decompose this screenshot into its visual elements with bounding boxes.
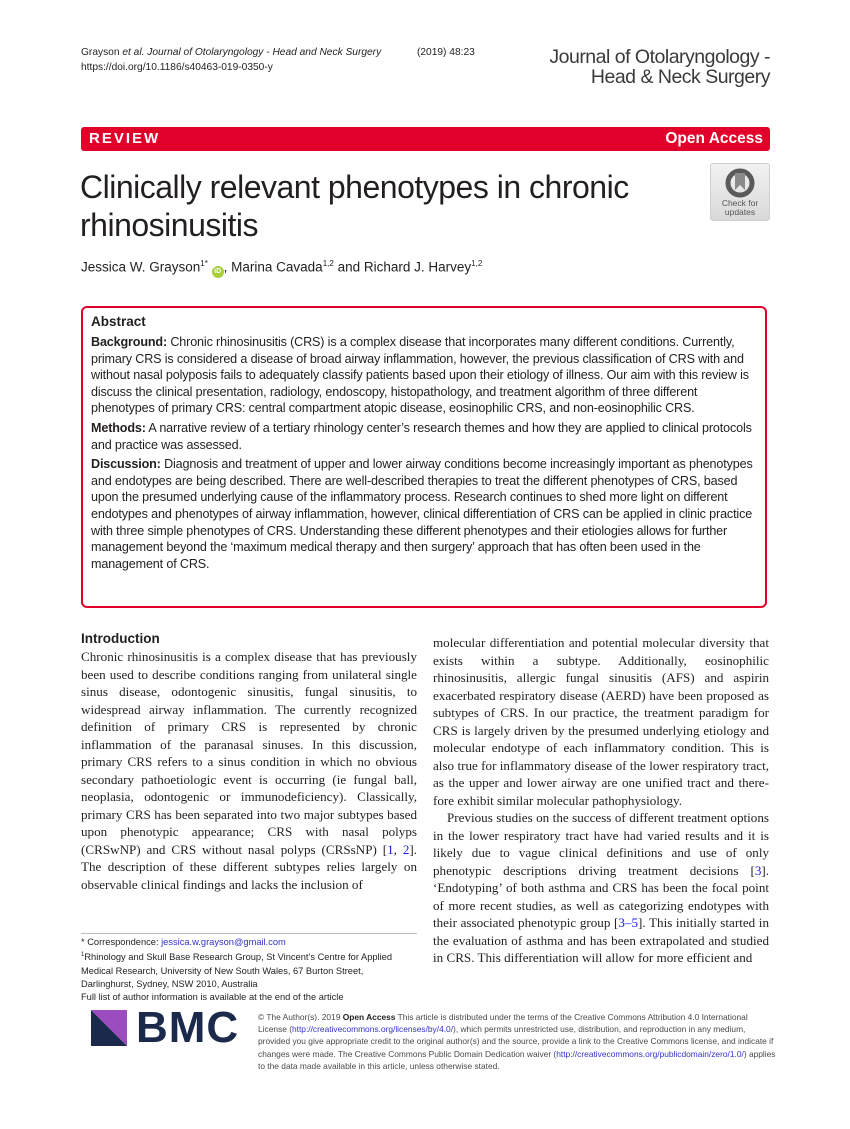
abstract-heading: Abstract	[91, 314, 146, 329]
affiliation-number: 1	[81, 952, 85, 959]
doi-link[interactable]: https://doi.org/10.1186/s40463-019-0350-y	[81, 62, 273, 73]
author-name[interactable]: Jessica W. Grayson	[81, 259, 201, 275]
section-label: Background:	[91, 335, 168, 349]
paragraph-text: Previous studies on the success of different treatment options in the lower respiratory tract have had varied results and it is likely due to vague clinical definitions and use of only phenotypic descriptions driving treatment decisions [	[433, 810, 769, 878]
full-author-info-note: Full list of author information is available at the end of the article	[81, 991, 344, 1002]
copyright-text: © The Author(s). 2019	[258, 1012, 343, 1022]
license-text: ) applies to the data made available in this article, unless otherwise stated.	[258, 1048, 776, 1071]
citation-separator: ,	[393, 841, 403, 857]
check-updates-text	[711, 199, 769, 217]
section-label: Methods:	[91, 420, 146, 435]
author-separator: ,	[223, 259, 232, 275]
section-text: Diagnosis and treatment of upper and lower airway conditions become increasingly important as phenotypes and endotypes are being described. There are well-described therapies to treat the different phenotypes of CRS, based upon the presumed underlying cause of the inflammatory process. Research continues to shed more light on different endotypes and phenotypes of airway inflammation, however, clinical differentiation of CRS can be applied in clinic practice with three simple phenotypes of CRS. Understanding these different phenotypes and their etiologies allows for further management beyond the ‘maximum medical therapy and then surgery’ approach that has often been used in the management of CRS.	[91, 457, 753, 571]
body-paragraph: molecular differentiation and potential molecular diversity that exists within a subtype. Additionally, eosinophilic rhinosinusitis, allergic fungal sinusitis (AFS) and aspirin exacerbated respiratory disease (AERD) have been proposed as subtypes of CRS. In our practice, the treatment paradigm for CRS is largely driven by the presumed underlying etiology and molecular endotype of each inflammatory condition. This is also true for inflammatory disease of the lower respiratory tract, as the upper and lower airway are one unified tract and therefore exhibit similar molecular pathophysiology.	[433, 635, 769, 808]
check-updates-line2: updates	[724, 207, 756, 217]
paragraph-text: ]. ‘Endotyping’ of both asthma and CRS has been the focal point of more recent studies, as well as categorizing endotypes with their associated phenotypic group [	[433, 862, 769, 930]
bmc-logo-text: BMC	[136, 1003, 240, 1052]
footnotes	[81, 933, 417, 1004]
citation-link[interactable]: 3–5	[618, 915, 639, 930]
author-list	[81, 259, 482, 278]
article-type-label: REVIEW	[89, 130, 161, 147]
journal-logo	[549, 47, 770, 87]
title-line-1: Clinically relevant phenotypes in chronic	[80, 169, 629, 205]
license-link-cc-zero[interactable]: http://creativecommons.org/publicdomain/zero/1.0/	[556, 1048, 744, 1059]
body-column-right	[433, 634, 769, 967]
license-text: This article is distributed under the terms of the Creative Commons Attribution 4.0 International License (	[258, 1012, 748, 1035]
orcid-icon[interactable]: iD	[212, 266, 224, 278]
correspondence-label: * Correspondence:	[81, 937, 162, 947]
paragraph-text: ]. This initially started in the evaluation of asthma and has been extrapolated and studied in CRS. This differentiation will allow for more efficient and	[433, 915, 769, 965]
author-separator: and	[333, 259, 364, 275]
license-link-cc-by[interactable]: http://creativecommons.org/licenses/by/4.0/	[291, 1024, 454, 1035]
license-text: ), which permits unrestricted use, distribution, and reproduction in any medium, provided you give appropriate credit to the original author(s) and the source, provide a link to the Creative Commons license, and indicate if changes were made. The Creative Commons Public Domain Dedication waiver (	[258, 1024, 774, 1059]
body-paragraph	[433, 809, 769, 967]
author-affiliation: 1,2	[322, 259, 334, 268]
abstract-discussion	[91, 456, 755, 572]
author-name[interactable]: Marina Cavada	[231, 259, 323, 275]
check-for-updates-button[interactable]	[710, 163, 770, 221]
bmc-logo-mark-icon	[91, 1010, 127, 1046]
running-head	[81, 45, 475, 75]
citation-link[interactable]: 3	[754, 862, 762, 878]
section-heading-introduction: Introduction	[81, 631, 160, 646]
cite-journal: Journal of Otolaryngology - Head and Neck Surgery	[147, 47, 382, 58]
abstract-box	[81, 306, 767, 608]
author-name[interactable]: Richard J. Harvey	[363, 259, 472, 275]
abstract-background	[91, 334, 755, 417]
correspondence	[81, 936, 417, 949]
article-title	[80, 168, 680, 244]
title-line-2: rhinosinusitis	[80, 207, 258, 243]
author-affiliation: 1*	[200, 259, 208, 268]
citation-link[interactable]: 1	[387, 841, 394, 857]
section-text: Chronic rhinosinusitis (CRS) is a complex disease that incorporates many different conditions. Currently, primary CRS is considered a disease of broad airway inflammation, however, the previous classification of CRS with and without nasal polyposis fails to adequately classify patients based upon their etiology of illness. Our aim with this review is discuss the clinical presentation, radiology, endoscopy, histopathology, and treatment algorithm of three different phenotypes of primary CRS: central compartment atopic disease, eosinophilic CRS, and non-eosinophilic CRS.	[91, 335, 749, 416]
open-access-label: Open Access	[665, 130, 763, 147]
cite-et-al: et al.	[122, 47, 145, 58]
journal-logo-line2: Head & Neck Surgery	[590, 66, 770, 88]
correspondence-email[interactable]: jessica.w.grayson@gmail.com	[161, 937, 286, 947]
journal-logo-line1: Journal of Otolaryngology -	[549, 46, 770, 68]
body-paragraph	[81, 648, 417, 893]
crossmark-icon	[725, 168, 755, 198]
license-statement	[258, 1011, 778, 1072]
year-volume: (2019) 48:23	[417, 47, 475, 58]
affiliation	[81, 949, 417, 991]
citation-link[interactable]: 2	[402, 841, 410, 857]
check-updates-line1: Check for	[721, 198, 759, 208]
paragraph-text: ]. The description of these different subtypes relies largely on observable clinical findings and lacks the inclusion of	[81, 841, 417, 892]
bmc-logo	[91, 1003, 251, 1052]
body-column-left	[81, 630, 417, 893]
article-type-banner	[81, 127, 770, 151]
affiliation-text: Rhinology and Skull Base Research Group, St Vincent’s Centre for Applied Medical Research, University of New South Wales, 67 Burton Street, Darlinghurst, Sydney, NSW 2010, Australia	[81, 952, 393, 989]
paragraph-text: Chronic rhinosinusitis is a complex disease that has previously been used to describe conditions ranging from unilateral single sinus disease, odontogenic sinusitis, fungal sinusitis, to widespread airway inflammation. The currently recognized definition of primary CRS is represented by chronic inflammation of the paranasal sinuses. In this discussion, primary CRS refers to a sinus condition in which no obvious secondary pathoetiologic event is occurring (ie fungal ball, neoplasia, odontogenic or immunodeficiency). Classically, primary CRS has been separated into two major subtypes based upon phenotypic appearance; CRS with nasal polyps (CRSwNP) and CRS without nasal polyps (CRSsNP) [	[81, 649, 417, 857]
journal-citation	[81, 45, 381, 60]
cite-author: Grayson	[81, 47, 120, 58]
license-open-access-label: Open Access	[342, 1012, 396, 1022]
section-label: Discussion:	[91, 457, 161, 472]
section-text: A narrative review of a tertiary rhinology center’s research themes and how they are applied to clinical protocols and practice was assessed.	[91, 420, 752, 452]
author-affiliation: 1,2	[471, 259, 483, 268]
abstract-methods	[91, 420, 755, 453]
